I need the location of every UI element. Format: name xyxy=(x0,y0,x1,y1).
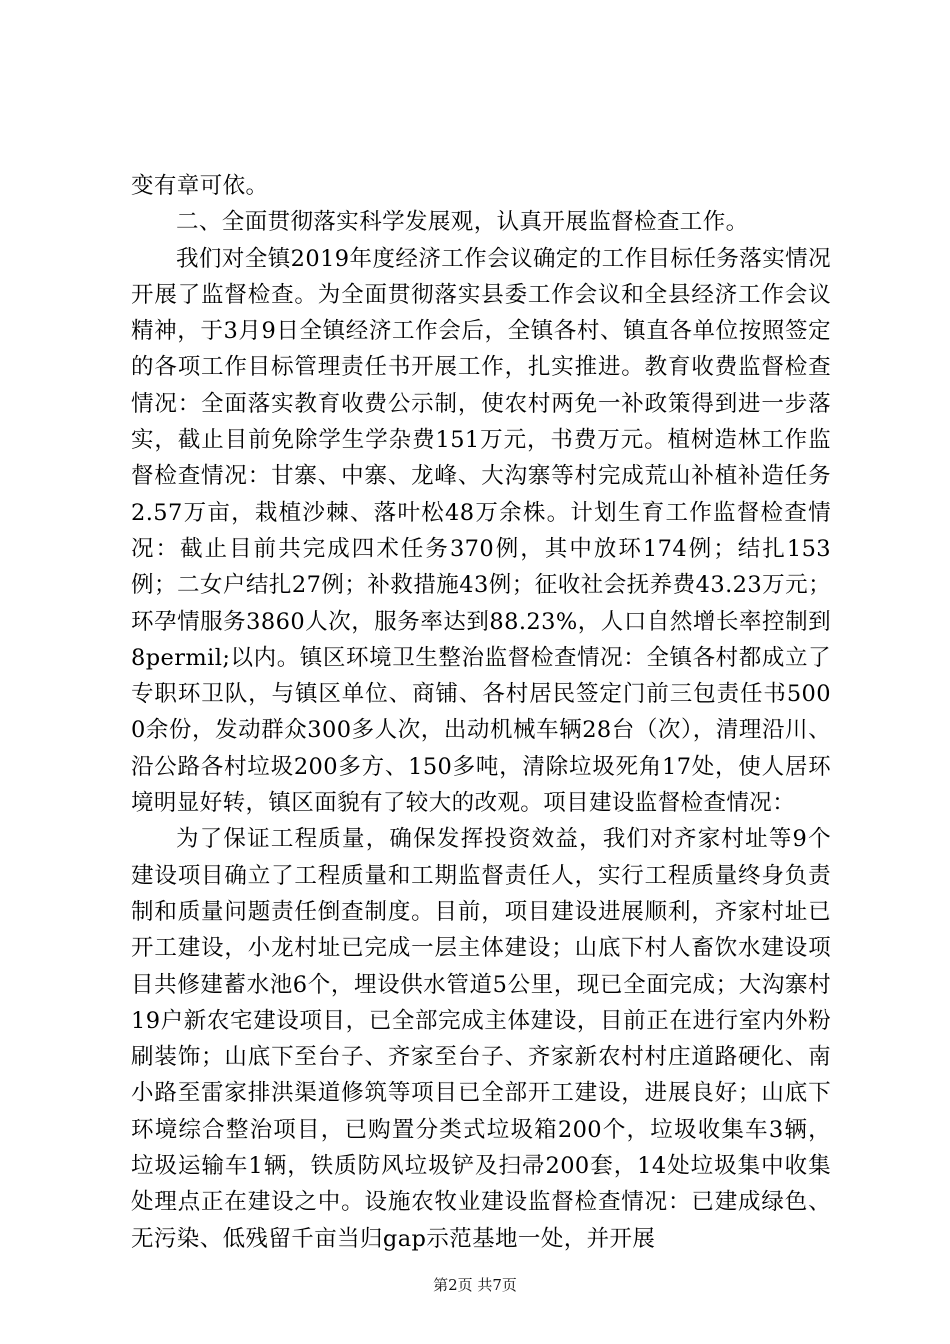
paragraph-supervision-results: 我们对全镇2019年度经济工作会议确定的工作目标任务落实情况开展了监督检查。为全面贯彻落实县委工作会议和全县经济工作会议精神，于3月9日全镇经济工作会后，全镇各村、镇直各单位按照签定的各项工作目标管理责任书开展工作，扎实推进。教育收费监督检查情况：全面落实教育收费公示制，使农村两免一补政策得到进一步落实，截止目前免除学生学杂费151万元，书费万元。植树造林工作监督检查情况：甘寨、中寨、龙峰、大沟寨等村完成荒山补植补造任务2.57万亩，栽植沙棘、落叶松48万余株。计划生育工作监督检查情况：截止目前共完成四术任务370例，其中放环174例；结扎153例；二女户结扎27例；补救措施43例；征收社会抚养费43.23万元；环孕情服务3860人次，服务率达到88.23%，人口自然增长率控制到8permil;以内。镇区环境卫生整治监督检查情况：全镇各村都成立了专职环卫队，与镇区单位、商铺、各村居民签定门前三包责任书5000余份，发动群众300多人次，出动机械车辆28台（次），清理沿川、沿公路各村垃圾200多方、150多吨，清除垃圾死角17处，使人居环境明显好转，镇区面貌有了较大的改观。项目建设监督检查情况： xyxy=(131,245,831,817)
section-heading: 二、全面贯彻落实科学发展观，认真开展监督检查工作。 xyxy=(176,209,749,236)
page-number-footer: 第2页 共7页 xyxy=(433,1276,517,1294)
document-body xyxy=(131,168,831,1257)
paragraph-project-construction: 为了保证工程质量，确保发挥投资效益，我们对齐家村址等9个建设项目确立了工程质量和工期监督责任人，实行工程质量终身负责制和质量问题责任倒查制度。目前，项目建设进展顺利，齐家村址已开工建设，小龙村址已完成一层主体建设；山底下村人畜饮水建设项目共修建蓄水池6个，埋设供水管道5公里，现已全面完成；大沟寨村19户新农宅建设项目，已全部完成主体建设，目前正在进行室内外粉刷装饰；山底下至台子、齐家至台子、齐家新农村村庄道路硬化、南小路至雷家排洪渠道修筑等项目已全部开工建设，进展良好；山底下环境综合整治项目，已购置分类式垃圾箱200个，垃圾收集车3辆，垃圾运输车1辆，铁质防风垃圾铲及扫帚200套，14处垃圾集中收集处理点正在建设之中。设施农牧业建设监督检查情况：已建成绿色、无污染、低残留千亩当归gap示范基地一处，并开展 xyxy=(131,826,831,1252)
paragraph-continuation: 变有章可依。 xyxy=(131,173,269,199)
